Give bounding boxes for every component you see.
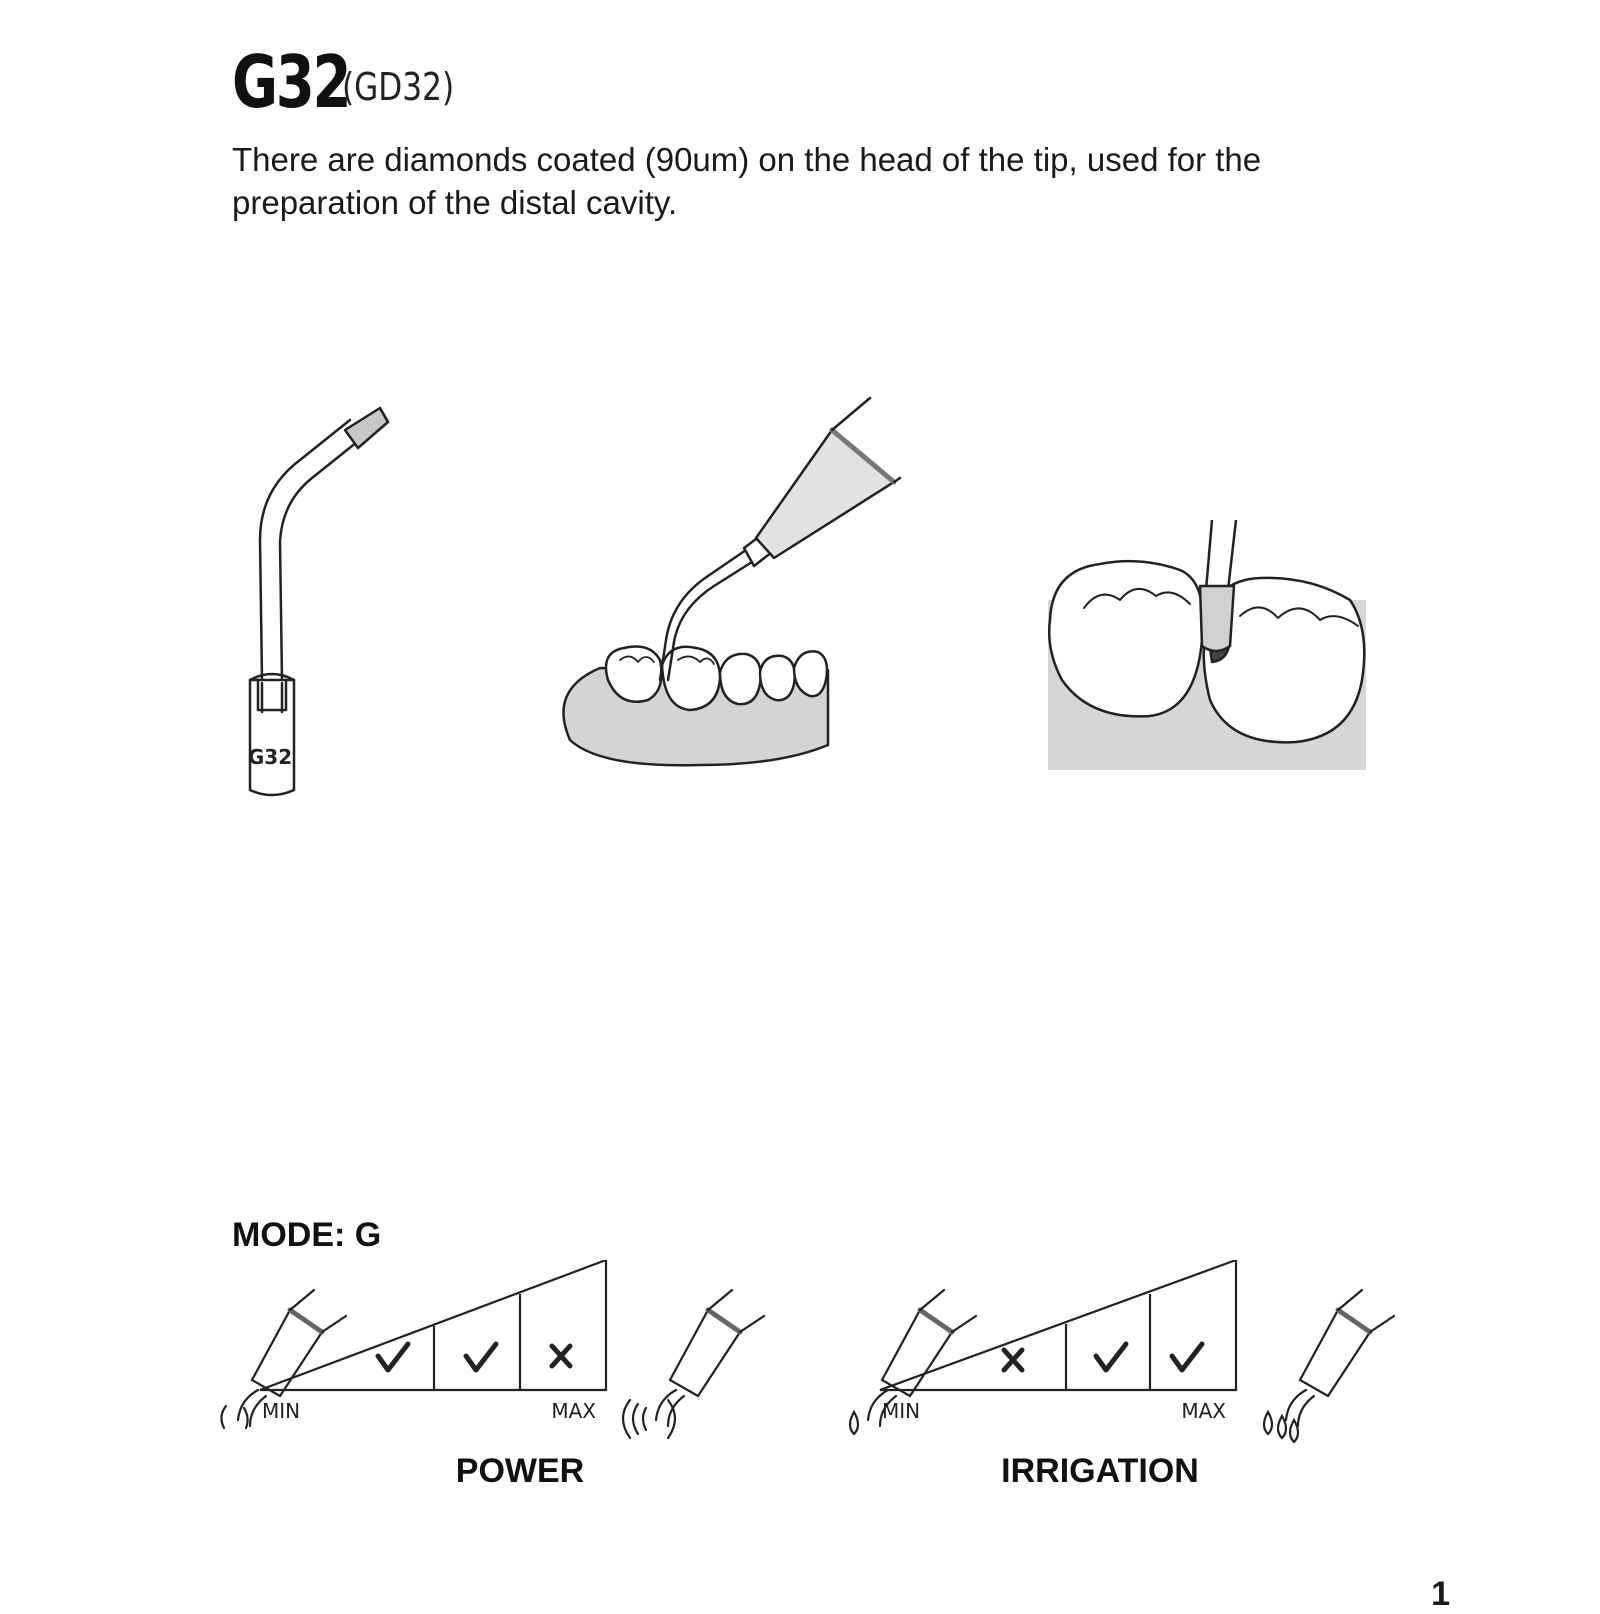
power-max-label: MAX [551, 1399, 596, 1423]
irrigation-gauge [840, 1260, 1420, 1450]
irrigation-segment-marks [1004, 1344, 1202, 1370]
handpiece-on-teeth-illustration [560, 390, 910, 780]
check-icon [1172, 1344, 1202, 1370]
irrigation-min-label: MIN [882, 1399, 921, 1423]
irrigation-max-label: MAX [1181, 1399, 1226, 1423]
product-description: There are diamonds coated (90um) on the head of the tip, used for the preparation of the distal cavity. [232, 141, 1262, 221]
power-gauge [210, 1260, 790, 1450]
title-row [232, 40, 479, 124]
power-min-label: MIN [262, 1399, 301, 1423]
cavity-closeup-illustration [1040, 520, 1370, 780]
cross-icon [1004, 1350, 1022, 1370]
power-title: POWER [455, 1452, 585, 1490]
cross-icon [552, 1346, 570, 1366]
high-irrigation-handpiece-icon [1264, 1290, 1394, 1442]
check-icon [466, 1344, 496, 1370]
check-icon [1096, 1344, 1126, 1370]
tip-illustration [240, 400, 410, 820]
product-alt-code: (GD32) [342, 65, 455, 109]
check-icon [378, 1344, 408, 1370]
power-segment-marks [378, 1344, 570, 1370]
mode-label: MODE: G [232, 1216, 382, 1254]
page-number: 1 [1431, 1575, 1450, 1613]
product-code: G32 [232, 40, 350, 124]
high-power-handpiece-icon [623, 1290, 764, 1438]
irrigation-title: IRRIGATION [1001, 1452, 1199, 1490]
tip-engraving: G32 [247, 745, 293, 769]
